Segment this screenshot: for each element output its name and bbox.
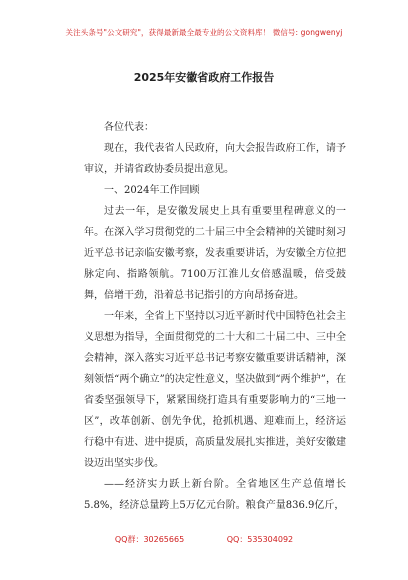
document-title: 2025年安徽省政府工作报告 — [133, 71, 275, 84]
footer-qq-group: QQ群：30265665 — [114, 535, 185, 544]
header-banner: 关注头条号"公文研究"，获得最新最全最专业的公文资料库！ 微信号: gongwenyj — [65, 28, 343, 37]
paragraph-intro: 现在，我代表省人民政府，向大会报告政府工作，请予审议，并请省政协委员提出意见。 — [84, 143, 346, 175]
greeting: 各位代表： — [104, 122, 154, 133]
paragraph-economy: ——经济实力跃上新台阶。全省地区生产总值增长5.8%，经济总量跨上5万亿元台阶。粮食产量836.9亿斤， — [84, 479, 346, 511]
footer-contacts — [0, 534, 408, 545]
section-heading: 一、2024年工作回顾 — [104, 185, 200, 196]
footer-qq: QQ：535304092 — [226, 535, 294, 544]
document-body — [84, 117, 346, 516]
paragraph-summary: 一年来，全省上下坚持以习近平新时代中国特色社会主义思想为指导，全面贯彻党的二十大和二十届二中、三中全会精神，深入落实习近平总书记考察安徽重要讲话精神，深刻领悟“两个确立”的决定性意义，坚决做到“两个维护”，在省委坚强领导下，紧紧围绕打造具有重要影响力的“三地一区”，改革创新、创先争优，抢抓机遇、迎难而上，经济运行稳中有进、进中提质，高质量发展扎实推进，美好安徽建设迈出坚实步伐。 — [84, 311, 346, 469]
paragraph-review: 过去一年，是安徽发展史上具有重要里程碑意义的一年。在深入学习贯彻党的二十届三中全会精神的关键时刻习近平总书记亲临安徽考察，发表重要讲话，为安徽全方位把脉定向、指路领航。7100万江淮儿女倍感温暖，倍受鼓舞，倍增干劲，沿着总书记指引的方向昂扬奋进。 — [84, 206, 346, 301]
